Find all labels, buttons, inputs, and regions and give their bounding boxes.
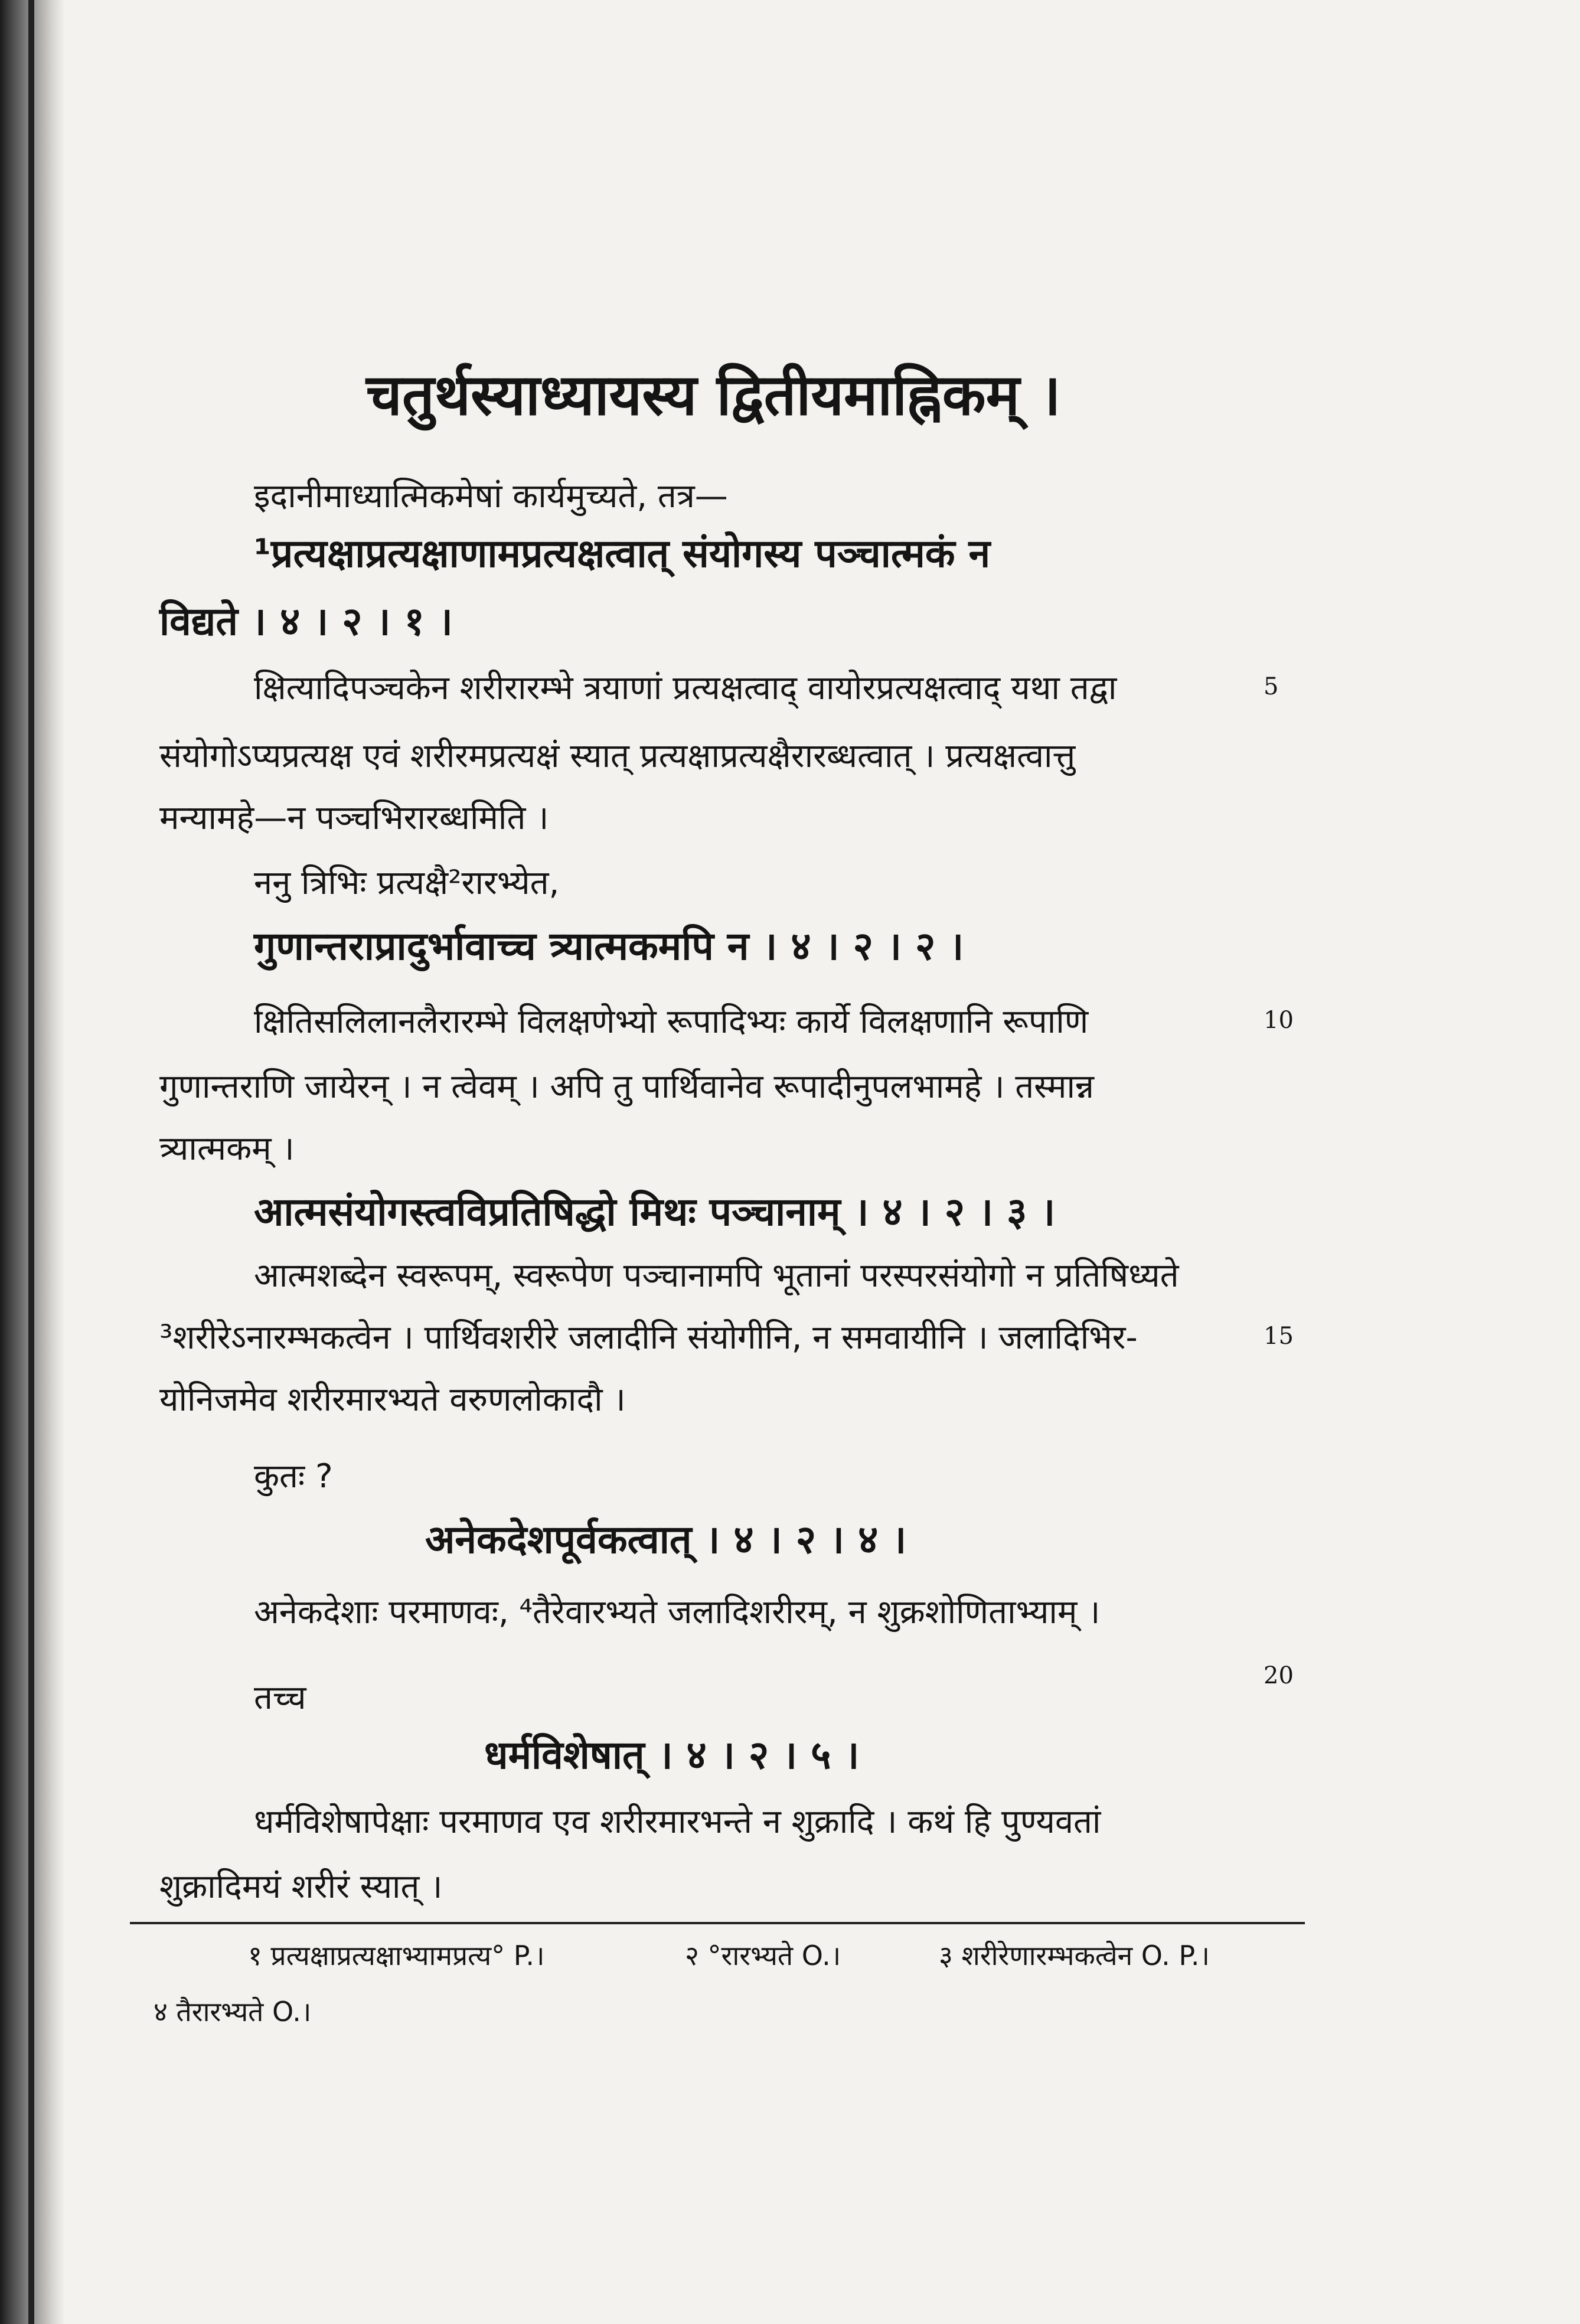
footnote-4: ४ तैरारभ्यते O.। bbox=[154, 1996, 312, 2028]
commentary-3-line-c: योनिजमेव शरीरमारभ्यते वरुणलोकादौ । bbox=[159, 1380, 626, 1419]
line-number-15: 15 bbox=[1264, 1323, 1294, 1350]
sutra-2: गुणान्तराप्रादुर्भावाच्च त्र्यात्मकमपि न । ४ । २ । २ । bbox=[254, 923, 964, 969]
document-page bbox=[118, 0, 1476, 2324]
question-5: तच्च bbox=[254, 1679, 306, 1717]
footnote-divider bbox=[130, 1922, 1305, 1924]
commentary-5-line-a: धर्मविशेषापेक्षाः परमाणव एव शरीरमारभन्ते न शुक्रादि । कथं हि पुण्यवतां bbox=[254, 1803, 1101, 1841]
commentary-3-line-b: ³शरीरेऽनारम्भकत्वेन । पार्थिवशरीरे जलादीनि संयोगीनि, न समवायीनि । जलादिभिर- bbox=[159, 1318, 1138, 1357]
sutra-1-line-a: ¹प्रत्यक्षाप्रत्यक्षाणामप्रत्यक्षत्वात् संयोगस्य पञ्चात्मकं न bbox=[254, 531, 991, 576]
line-number-10: 10 bbox=[1264, 1007, 1294, 1034]
intro-line: इदानीमाध्यात्मिकमेषां कार्यमुच्यते, तत्र— bbox=[254, 477, 728, 515]
commentary-2-line-b: गुणान्तराणि जायेरन् । न त्वेवम् । अपि तु पार्थिवानेव रूपादीनुपलभामहे । तस्मान्न bbox=[159, 1068, 1094, 1106]
commentary-4-line-a: अनेकदेशाः परमाणवः, ⁴तैरेवारभ्यते जलादिशरीरम्, न शुक्रशोणिताभ्याम् । bbox=[254, 1593, 1101, 1631]
commentary-1-line-b: संयोगोऽप्यप्रत्यक्ष एवं शरीरमप्रत्यक्षं स्यात् प्रत्यक्षाप्रत्यक्षैरारब्धत्वात् । प्रत्यक्षत्वात्तु bbox=[159, 737, 1076, 775]
question-4: कुतः ? bbox=[254, 1457, 333, 1496]
sutra-3: आत्मसंयोगस्त्वविप्रतिषिद्धो मिथः पञ्चानाम् । ४ । २ । ३ । bbox=[254, 1189, 1056, 1235]
chapter-title: चतुर्थस्याध्यायस्य द्वितीयमाह्निकम् । bbox=[366, 362, 1061, 428]
question-2: ननु त्रिभिः प्रत्यक्षै²रारभ्येत, bbox=[254, 864, 560, 902]
sutra-5: धर्मविशेषात् । ४ । २ । ५ । bbox=[484, 1732, 860, 1778]
commentary-1-line-a: क्षित्यादिपञ्चकेन शरीरारम्भे त्रयाणां प्रत्यक्षत्वाद् वायोरप्रत्यक्षत्वाद् यथा तद्वा bbox=[254, 669, 1117, 707]
commentary-2-line-c: त्र्यात्मकम् । bbox=[159, 1130, 295, 1168]
commentary-1-line-c: मन्यामहे—न पञ्चभिरारब्धमिति । bbox=[159, 799, 549, 837]
footnote-3: ३ शरीरेणारम्भकत्वेन O. P.। bbox=[939, 1940, 1210, 1972]
line-number-20: 20 bbox=[1264, 1662, 1294, 1689]
commentary-3-line-a: आत्मशब्देन स्वरूपम्, स्वरूपेण पञ्चानामपि भूतानां परस्परसंयोगो न प्रतिषिध्यते bbox=[254, 1256, 1179, 1295]
footnote-1: १ प्रत्यक्षाप्रत्यक्षाभ्यामप्रत्य° P.। bbox=[248, 1940, 545, 1972]
commentary-5-line-b: शुक्रादिमयं शरीरं स्यात् । bbox=[159, 1868, 443, 1906]
page-binding-edge bbox=[28, 0, 34, 2324]
commentary-2-line-a: क्षितिसलिलानलैरारम्भे विलक्षणेभ्यो रूपादिभ्यः कार्ये विलक्षणानि रूपाणि bbox=[254, 1003, 1089, 1041]
sutra-4: अनेकदेशपूर्वकत्वात् । ४ । २ । ४ । bbox=[425, 1517, 907, 1562]
line-number-5: 5 bbox=[1264, 673, 1279, 700]
footnote-2: २ °रारभ्यते O.। bbox=[685, 1940, 841, 1972]
sutra-1-line-b: विद्यते । ४ । २ । १ । bbox=[159, 599, 453, 644]
